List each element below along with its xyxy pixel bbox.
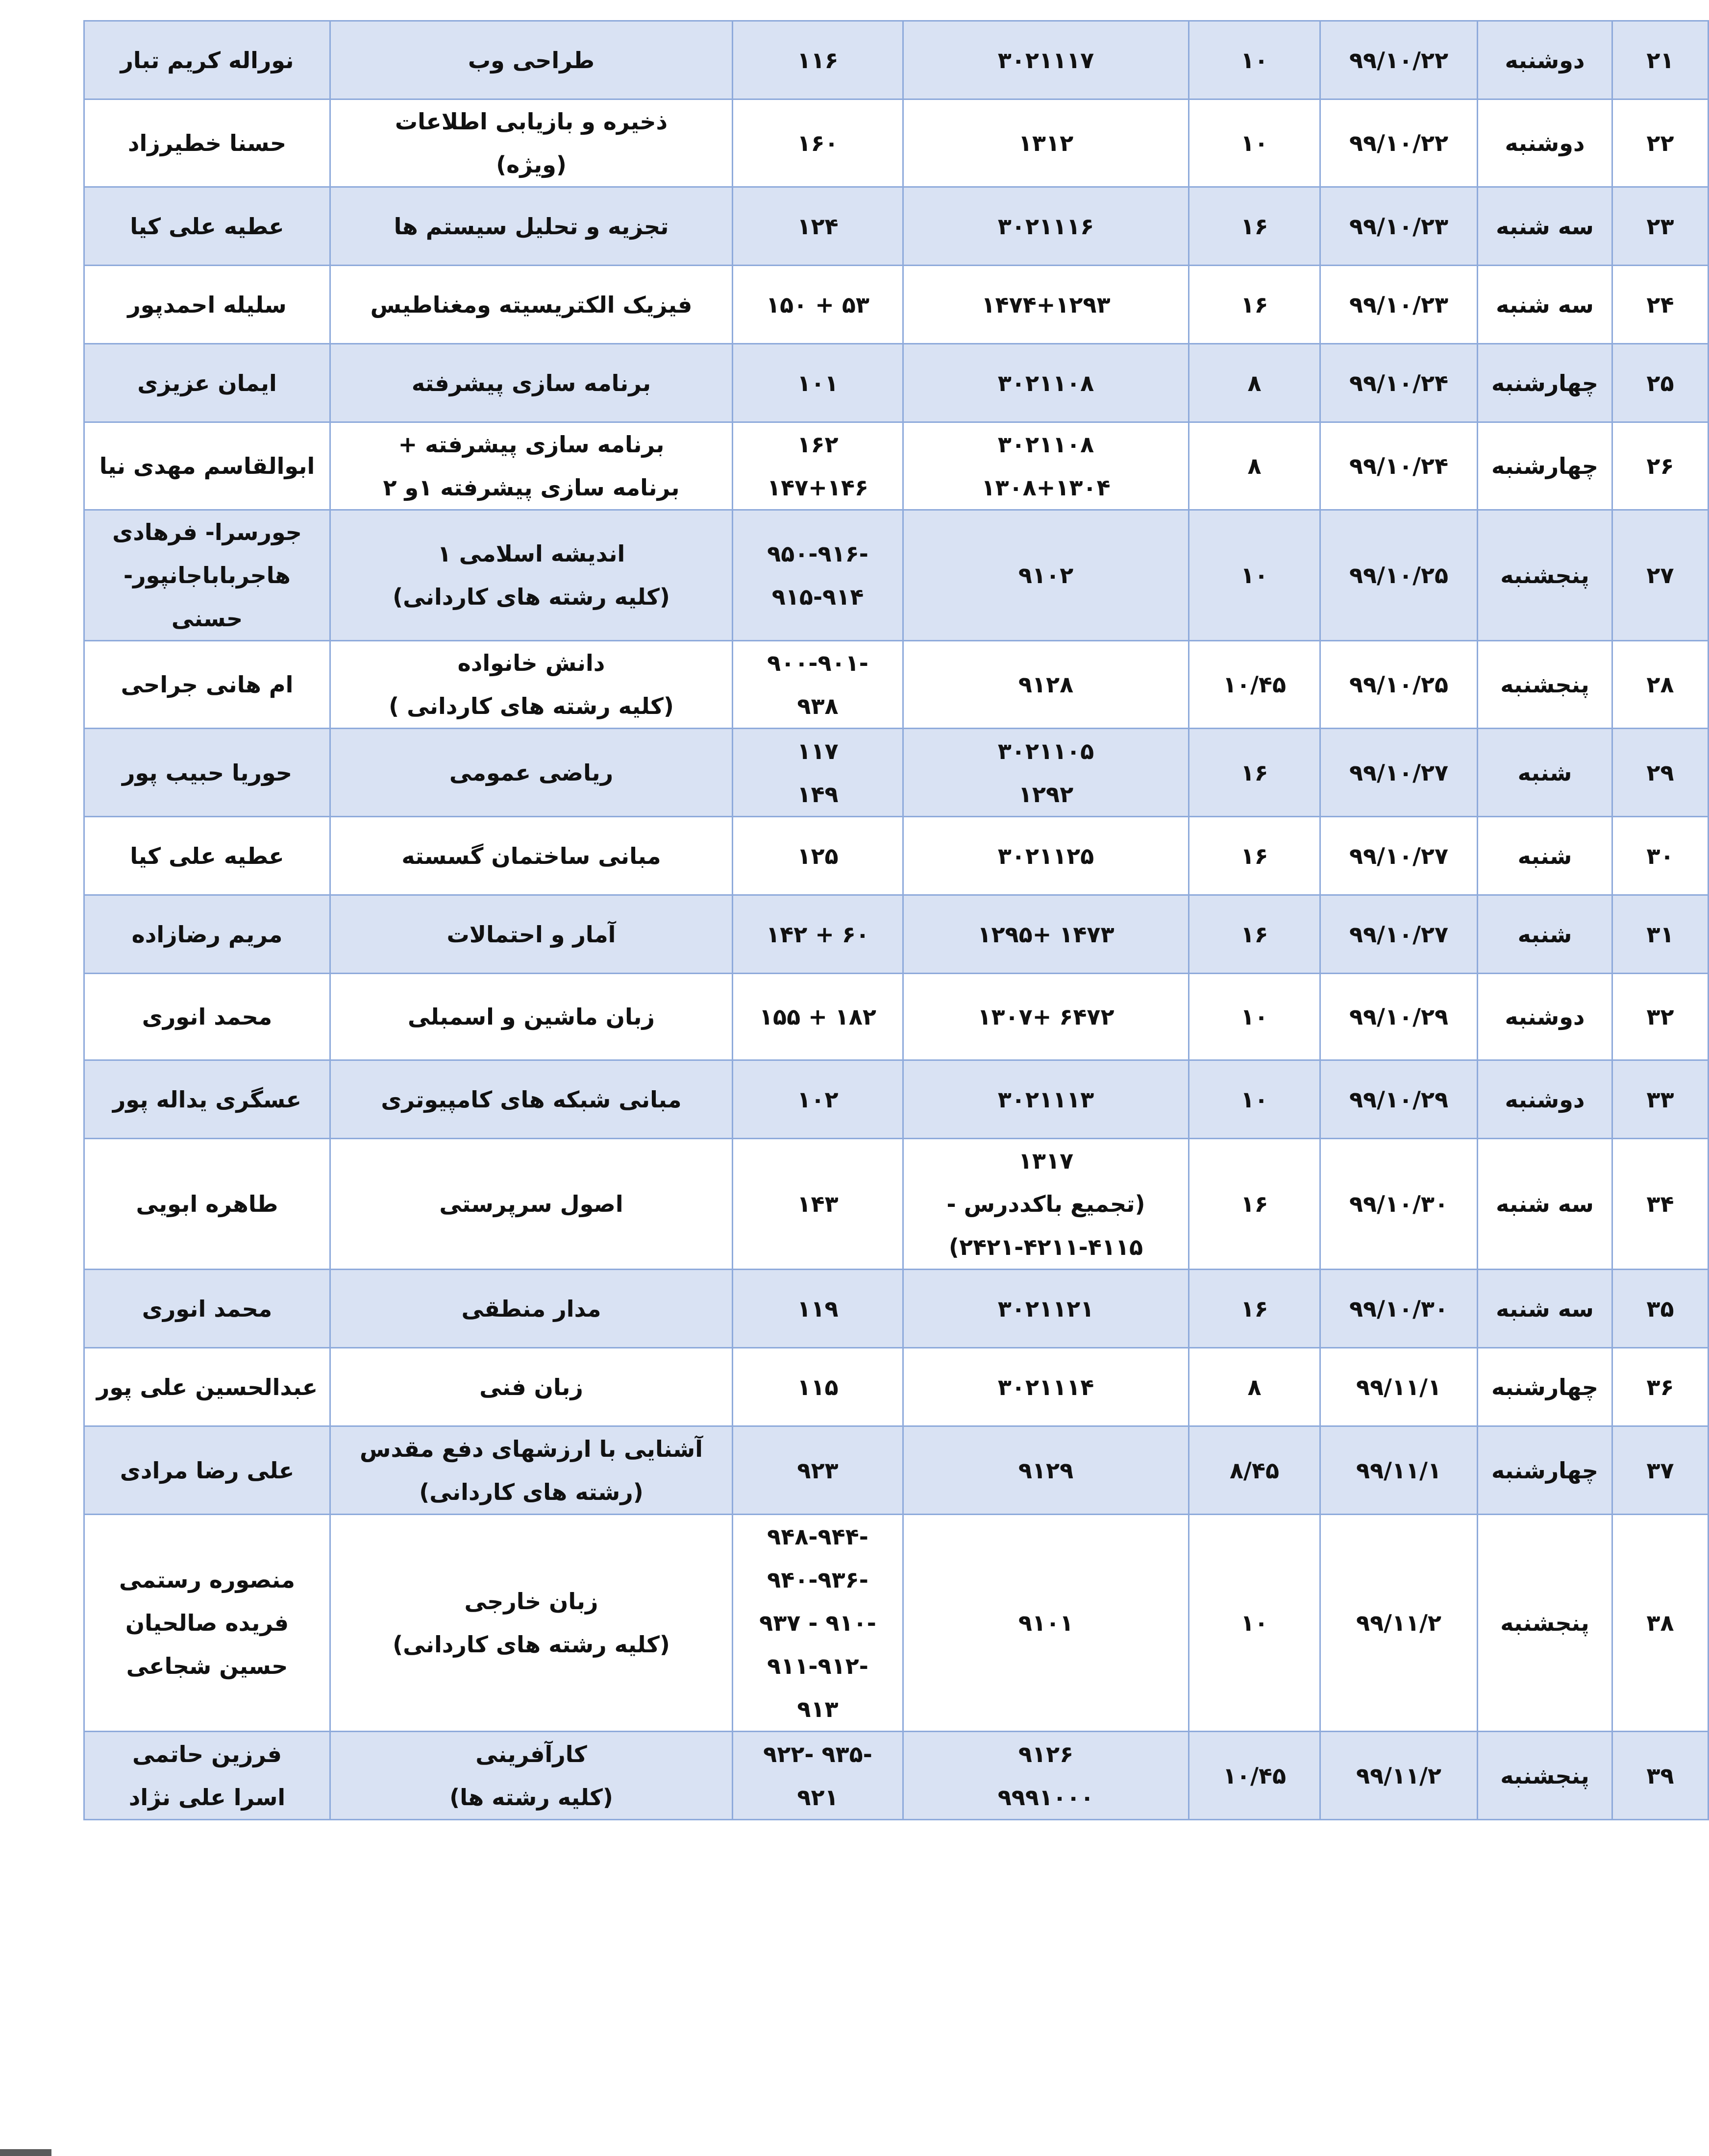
table-row	[84, 344, 1709, 422]
date-cell: ۹۹/۱۰/۲۳	[1320, 187, 1478, 266]
instructor-cell: نوراله کریم تبار	[84, 21, 330, 99]
time-cell: ۱۶	[1189, 729, 1320, 817]
date-cell: ۹۹/۱۱/۲	[1320, 1515, 1478, 1732]
row-number-cell: ۳۱	[1612, 895, 1709, 974]
date-cell: ۹۹/۱۰/۳۰	[1320, 1270, 1478, 1348]
group-cell: ۶۰ + ۱۴۲	[733, 895, 903, 974]
group-cell: ۱۶۰	[733, 99, 903, 187]
course-code-cell: ۶۴۷۲ +۱۳۰۷	[903, 974, 1189, 1060]
group-cell: ۱۱۷ ۱۴۹	[733, 729, 903, 817]
course-code-cell: ۱۳۱۲	[903, 99, 1189, 187]
date-cell: ۹۹/۱۰/۲۲	[1320, 99, 1478, 187]
course-code-cell: ۹۱۲۹	[903, 1426, 1189, 1515]
table-row	[84, 1426, 1709, 1515]
time-cell: ۱۰	[1189, 1060, 1320, 1139]
date-cell: ۹۹/۱۰/۳۰	[1320, 1139, 1478, 1270]
date-cell: ۹۹/۱۰/۲۳	[1320, 266, 1478, 344]
date-cell: ۹۹/۱۰/۲۴	[1320, 422, 1478, 510]
course-name-cell: زبان خارجی (کلیه رشته های کاردانی)	[330, 1515, 733, 1732]
table-row	[84, 641, 1709, 729]
date-cell: ۹۹/۱۰/۲۴	[1320, 344, 1478, 422]
row-number-cell: ۲۲	[1612, 99, 1709, 187]
course-code-cell: ۳۰۲۱۱۱۷	[903, 21, 1189, 99]
table-row	[84, 1060, 1709, 1139]
group-cell: ۱۰۲	[733, 1060, 903, 1139]
table-row	[84, 1139, 1709, 1270]
table-row	[84, 974, 1709, 1060]
date-cell: ۹۹/۱۰/۲۲	[1320, 21, 1478, 99]
group-cell: ۱۶۲ ۱۴۷+۱۴۶	[733, 422, 903, 510]
course-name-cell: مبانی شبکه های کامپیوتری	[330, 1060, 733, 1139]
day-cell: چهارشنبه	[1478, 1426, 1612, 1515]
course-code-cell: ۱۴۷۴+۱۲۹۳	[903, 266, 1189, 344]
row-number-cell: ۳۳	[1612, 1060, 1709, 1139]
instructor-cell: عطیه علی کیا	[84, 817, 330, 895]
table-row	[84, 895, 1709, 974]
course-code-cell: ۳۰۲۱۱۱۶	[903, 187, 1189, 266]
time-cell: ۱۰	[1189, 974, 1320, 1060]
instructor-cell: منصوره رستمی فریده صالحیان حسین شجاعی	[84, 1515, 330, 1732]
row-number-cell: ۳۲	[1612, 974, 1709, 1060]
row-number-cell: ۳۰	[1612, 817, 1709, 895]
date-cell: ۹۹/۱۰/۲۷	[1320, 817, 1478, 895]
day-cell: شنبه	[1478, 817, 1612, 895]
course-name-cell: اندیشه اسلامی ۱ (کلیه رشته های کاردانی)	[330, 510, 733, 641]
day-cell: دوشنبه	[1478, 1060, 1612, 1139]
row-number-cell: ۲۷	[1612, 510, 1709, 641]
day-cell: چهارشنبه	[1478, 1348, 1612, 1426]
footer-watermark-strip	[0, 2149, 51, 2156]
day-cell: شنبه	[1478, 895, 1612, 974]
date-cell: ۹۹/۱۰/۲۹	[1320, 1060, 1478, 1139]
instructor-cell: محمد انوری	[84, 1270, 330, 1348]
exam-schedule-body	[84, 21, 1709, 1820]
table-row	[84, 99, 1709, 187]
day-cell: سه شنبه	[1478, 1139, 1612, 1270]
date-cell: ۹۹/۱۰/۲۵	[1320, 641, 1478, 729]
course-code-cell: ۳۰۲۱۱۱۴	[903, 1348, 1189, 1426]
day-cell: چهارشنبه	[1478, 344, 1612, 422]
instructor-cell: محمد انوری	[84, 974, 330, 1060]
course-code-cell: ۹۱۰۲	[903, 510, 1189, 641]
table-row	[84, 729, 1709, 817]
group-cell: ۵۳ + ۱۵۰	[733, 266, 903, 344]
course-code-cell: ۳۰۲۱۱۰۵ ۱۲۹۲	[903, 729, 1189, 817]
instructor-cell: عبدالحسین علی پور	[84, 1348, 330, 1426]
table-row	[84, 187, 1709, 266]
course-name-cell: کارآفرینی (کلیه رشته ها)	[330, 1732, 733, 1820]
day-cell: سه شنبه	[1478, 1270, 1612, 1348]
course-code-cell: ۳۰۲۱۱۱۳	[903, 1060, 1189, 1139]
course-code-cell: ۹۱۲۶ ۹۹۹۱۰۰۰	[903, 1732, 1189, 1820]
course-code-cell: ۳۰۲۱۱۲۱	[903, 1270, 1189, 1348]
instructor-cell: حوریا حبیب پور	[84, 729, 330, 817]
instructor-cell: جورسرا- فرهادی هاجربابا‌جانپور- حسنی	[84, 510, 330, 641]
time-cell: ۱۰/۴۵	[1189, 641, 1320, 729]
table-row	[84, 422, 1709, 510]
instructor-cell: مریم رضازاده	[84, 895, 330, 974]
row-number-cell: ۲۱	[1612, 21, 1709, 99]
time-cell: ۱۶	[1189, 187, 1320, 266]
group-cell: ۱۴۳	[733, 1139, 903, 1270]
instructor-cell: ابوالقاسم مهدی نیا	[84, 422, 330, 510]
course-name-cell: مدار منطقی	[330, 1270, 733, 1348]
row-number-cell: ۲۴	[1612, 266, 1709, 344]
instructor-cell: فرزین حاتمی اسرا علی نژاد	[84, 1732, 330, 1820]
instructor-cell: ام هانی جراحی	[84, 641, 330, 729]
group-cell: ۱۸۲ + ۱۵۵	[733, 974, 903, 1060]
table-row	[84, 510, 1709, 641]
row-number-cell: ۳۵	[1612, 1270, 1709, 1348]
course-name-cell: مبانی ساختمان گسسته	[330, 817, 733, 895]
instructor-cell: ایمان عزیزی	[84, 344, 330, 422]
group-cell: -۹۰۰-۹۰۱ ۹۳۸	[733, 641, 903, 729]
row-number-cell: ۲۳	[1612, 187, 1709, 266]
row-number-cell: ۲۵	[1612, 344, 1709, 422]
course-code-cell: ۳۰۲۱۱۰۸ ۱۳۰۸+۱۳۰۴	[903, 422, 1189, 510]
time-cell: ۱۰	[1189, 1515, 1320, 1732]
time-cell: ۸/۴۵	[1189, 1426, 1320, 1515]
course-name-cell: آشنایی با ارزشهای دفع مقدس (رشته های کاردانی)	[330, 1426, 733, 1515]
row-number-cell: ۳۴	[1612, 1139, 1709, 1270]
instructor-cell: سلیله احمدپور	[84, 266, 330, 344]
date-cell: ۹۹/۱۱/۱	[1320, 1426, 1478, 1515]
course-name-cell: زبان فنی	[330, 1348, 733, 1426]
course-name-cell: زبان ماشین و اسمبلی	[330, 974, 733, 1060]
day-cell: پنجشنبه	[1478, 1732, 1612, 1820]
course-name-cell: ذخیره و بازیابی اطلاعات (ویژه)	[330, 99, 733, 187]
instructor-cell: عطیه علی کیا	[84, 187, 330, 266]
table-row	[84, 1515, 1709, 1732]
course-name-cell: تجزیه و تحلیل سیستم ها	[330, 187, 733, 266]
row-number-cell: ۳۹	[1612, 1732, 1709, 1820]
course-code-cell: ۹۱۰۱	[903, 1515, 1189, 1732]
group-cell: ۱۲۴	[733, 187, 903, 266]
row-number-cell: ۲۸	[1612, 641, 1709, 729]
course-name-cell: اصول سرپرستی	[330, 1139, 733, 1270]
date-cell: ۹۹/۱۱/۱	[1320, 1348, 1478, 1426]
row-number-cell: ۳۶	[1612, 1348, 1709, 1426]
row-number-cell: ۳۸	[1612, 1515, 1709, 1732]
course-code-cell: ۱۳۱۷ (تجمیع باکددرس - ۲۴۲۱-۴۲۱۱-۴۱۱۵)	[903, 1139, 1189, 1270]
group-cell: ۱۱۹	[733, 1270, 903, 1348]
day-cell: چهارشنبه	[1478, 422, 1612, 510]
row-number-cell: ۲۶	[1612, 422, 1709, 510]
time-cell: ۱۶	[1189, 895, 1320, 974]
date-cell: ۹۹/۱۰/۲۵	[1320, 510, 1478, 641]
group-cell: -۹۳۵ -۹۲۲ ۹۲۱	[733, 1732, 903, 1820]
day-cell: پنجشنبه	[1478, 641, 1612, 729]
course-code-cell: ۹۱۲۸	[903, 641, 1189, 729]
table-row	[84, 1732, 1709, 1820]
instructor-cell: طاهره ابویی	[84, 1139, 330, 1270]
row-number-cell: ۲۹	[1612, 729, 1709, 817]
date-cell: ۹۹/۱۱/۲	[1320, 1732, 1478, 1820]
instructor-cell: علی رضا مرادی	[84, 1426, 330, 1515]
time-cell: ۱۰	[1189, 510, 1320, 641]
time-cell: ۱۰	[1189, 21, 1320, 99]
day-cell: شنبه	[1478, 729, 1612, 817]
course-name-cell: برنامه سازی پیشرفته + برنامه سازی پیشرفته ۱و ۲	[330, 422, 733, 510]
group-cell: ۹۲۳	[733, 1426, 903, 1515]
instructor-cell: حسنا خطیرزاد	[84, 99, 330, 187]
day-cell: دوشنبه	[1478, 21, 1612, 99]
course-name-cell: فیزیک الکتریسیته ومغناطیس	[330, 266, 733, 344]
day-cell: پنجشنبه	[1478, 1515, 1612, 1732]
row-number-cell: ۳۷	[1612, 1426, 1709, 1515]
course-name-cell: ریاضی عمومی	[330, 729, 733, 817]
course-name-cell: آمار و احتمالات	[330, 895, 733, 974]
day-cell: دوشنبه	[1478, 974, 1612, 1060]
table-row	[84, 817, 1709, 895]
course-name-cell: طراحی وب	[330, 21, 733, 99]
group-cell: -۹۵۰-۹۱۶ ۹۱۵-۹۱۴	[733, 510, 903, 641]
time-cell: ۸	[1189, 344, 1320, 422]
course-name-cell: برنامه سازی پیشرفته	[330, 344, 733, 422]
time-cell: ۱۶	[1189, 817, 1320, 895]
time-cell: ۱۶	[1189, 1270, 1320, 1348]
group-cell: ۱۱۵	[733, 1348, 903, 1426]
day-cell: پنجشنبه	[1478, 510, 1612, 641]
day-cell: سه شنبه	[1478, 266, 1612, 344]
time-cell: ۱۰/۴۵	[1189, 1732, 1320, 1820]
group-cell: -۹۴۸-۹۴۴ -۹۴۰-۹۳۶ -۹۱۰ - ۹۳۷ -۹۱۱-۹۱۲ ۹۱۳	[733, 1515, 903, 1732]
course-name-cell: دانش خانواده (کلیه رشته های کاردانی )	[330, 641, 733, 729]
group-cell: ۱۲۵	[733, 817, 903, 895]
group-cell: ۱۱۶	[733, 21, 903, 99]
group-cell: ۱۰۱	[733, 344, 903, 422]
course-code-cell: ۳۰۲۱۱۲۵	[903, 817, 1189, 895]
instructor-cell: عسگری یداله پور	[84, 1060, 330, 1139]
date-cell: ۹۹/۱۰/۲۹	[1320, 974, 1478, 1060]
time-cell: ۸	[1189, 1348, 1320, 1426]
table-row	[84, 21, 1709, 99]
date-cell: ۹۹/۱۰/۲۷	[1320, 729, 1478, 817]
course-code-cell: ۱۴۷۳ +۱۲۹۵	[903, 895, 1189, 974]
table-row	[84, 1270, 1709, 1348]
day-cell: دوشنبه	[1478, 99, 1612, 187]
exam-schedule-table	[83, 20, 1709, 1820]
time-cell: ۱۶	[1189, 266, 1320, 344]
time-cell: ۱۶	[1189, 1139, 1320, 1270]
time-cell: ۸	[1189, 422, 1320, 510]
table-row	[84, 1348, 1709, 1426]
table-row	[84, 266, 1709, 344]
day-cell: سه شنبه	[1478, 187, 1612, 266]
date-cell: ۹۹/۱۰/۲۷	[1320, 895, 1478, 974]
course-code-cell: ۳۰۲۱۱۰۸	[903, 344, 1189, 422]
time-cell: ۱۰	[1189, 99, 1320, 187]
